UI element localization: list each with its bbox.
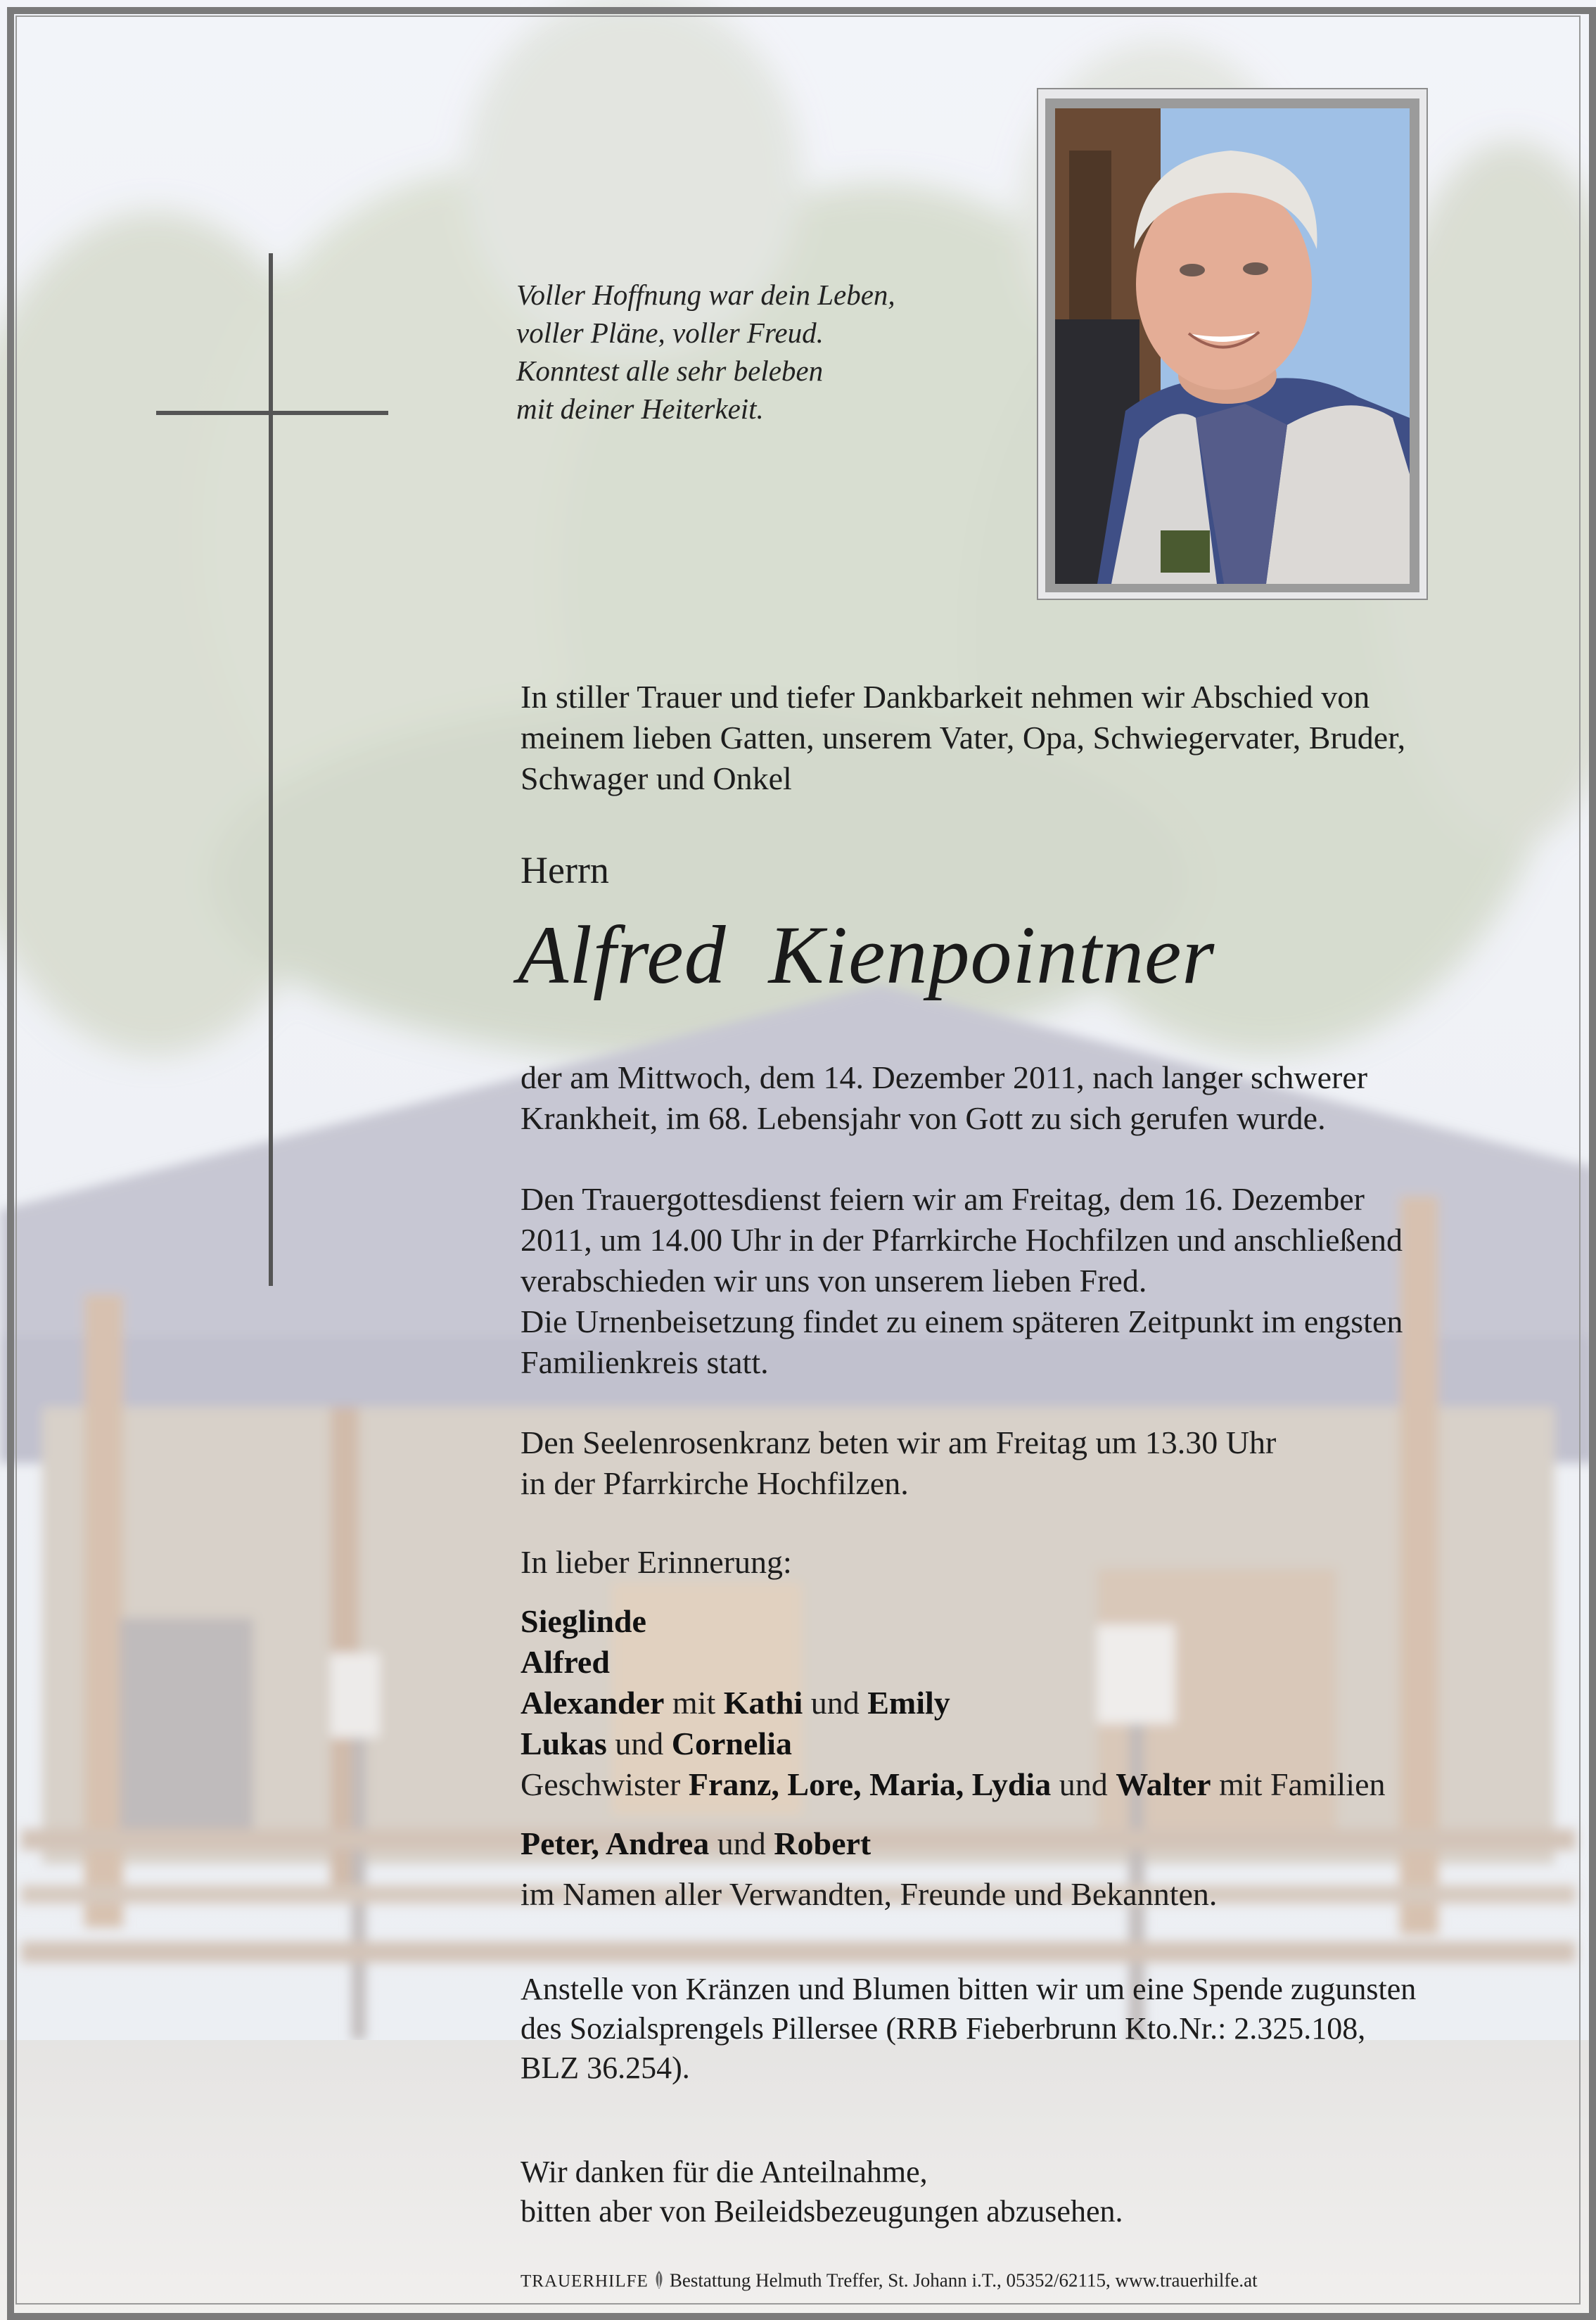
family-line (521, 1601, 1547, 1642)
cross-icon (269, 253, 273, 1286)
service-line: 2011, um 14.00 Uhr in der Pfarrkirche Hochfilzen und anschließend (521, 1222, 1403, 1258)
footer (521, 2269, 1258, 2295)
family-line (521, 1723, 1547, 1764)
family-name: Alexander (521, 1685, 665, 1721)
death-notice-line: der am Mittwoch, dem 14. Dezember 2011, nach langer schwerer (521, 1059, 1368, 1095)
rosary-line: in der Pfarrkirche Hochfilzen. (521, 1465, 909, 1501)
intro-text (521, 677, 1547, 799)
donation-line: BLZ 36.254). (521, 2051, 690, 2085)
family-name: Franz, Lore, Maria, Lydia (688, 1766, 1052, 1802)
poem-line: Konntest alle sehr beleben (516, 355, 824, 387)
rosary-info (521, 1422, 1547, 1504)
poem-line: Voller Hoffnung war dein Leben, (516, 279, 895, 311)
deceased-first-name: Alfred (518, 909, 727, 1001)
family-line (521, 1683, 1547, 1723)
family-list (521, 1601, 1547, 1805)
service-line: Den Trauergottesdienst feiern wir am Freitag, dem 16. Dezember (521, 1181, 1365, 1217)
donation-line: Anstelle von Kränzen und Blumen bitten wir um eine Spende zugunsten (521, 1972, 1417, 2006)
connector-text: mit (664, 1685, 724, 1721)
thanks-line: Wir danken für die Anteilnahme, (521, 2155, 928, 2189)
service-info (521, 1179, 1547, 1383)
connector-text: und (1051, 1766, 1116, 1802)
rosary-line: Den Seelenrosenkranz beten wir am Freitag um 13.30 Uhr (521, 1424, 1277, 1460)
family-list-2 (521, 1823, 1547, 1915)
memorial-poem (516, 276, 1009, 428)
connector-text: und (709, 1825, 774, 1861)
donation-line: des Sozialsprengels Pillersee (RRB Fieberbrunn Kto.Nr.: 2.325.108, (521, 2011, 1366, 2046)
thanks-note (521, 2153, 1547, 2231)
connector-text: mit Familien (1211, 1766, 1386, 1802)
family-name: Sieglinde (521, 1603, 646, 1639)
connector-text: Geschwister (521, 1766, 689, 1802)
memory-heading-text: In lieber Erinnerung: (521, 1544, 792, 1580)
salutation: Herrn (521, 849, 609, 891)
connector-text: und (606, 1726, 672, 1761)
service-line: Familienkreis statt. (521, 1344, 769, 1380)
family-name: Kathi (723, 1685, 803, 1721)
intro-line: meinem lieben Gatten, unserem Vater, Opa, Schwiegervater, Bruder, (521, 720, 1406, 756)
death-notice-line: Krankheit, im 68. Lebensjahr von Gott zu sich gerufen wurde. (521, 1100, 1326, 1136)
cross-icon-bar (156, 411, 388, 415)
service-line: verabschieden wir uns von unserem lieben Fred. (521, 1263, 1147, 1299)
poem-line: voller Pläne, voller Freud. (516, 317, 824, 349)
family-name: Cornelia (671, 1726, 792, 1761)
death-notice (521, 1057, 1547, 1139)
service-line: Die Urnenbeisetzung findet zu einem späteren Zeitpunkt im engsten (521, 1304, 1403, 1339)
footer-brand: TRAUERHILFE (521, 2271, 649, 2291)
thanks-line: bitten aber von Beileidsbezeugungen abzusehen. (521, 2194, 1123, 2229)
connector-text: und (803, 1685, 868, 1721)
deceased-last-name: Kienpointner (768, 909, 1215, 1001)
poem-line: mit deiner Heiterkeit. (516, 393, 764, 425)
family-name: Lukas (521, 1726, 607, 1761)
family-line: im Namen aller Verwandten, Freunde und Bekannten. (521, 1876, 1218, 1912)
family-name: Alfred (521, 1644, 610, 1680)
memory-heading (521, 1542, 1547, 1583)
deceased-name (518, 907, 1215, 1003)
family-name: Robert (774, 1825, 872, 1861)
donation-note (521, 1970, 1547, 2088)
family-name: Walter (1116, 1766, 1211, 1802)
family-line (521, 1764, 1547, 1805)
portrait-photo (1055, 108, 1410, 584)
intro-line: Schwager und Onkel (521, 760, 792, 796)
footer-text: Bestattung Helmuth Treffer, St. Johann i.T., 05352/62115, www.trauerhilfe.at (669, 2269, 1258, 2291)
family-name: Emily (867, 1685, 950, 1721)
family-line (521, 1823, 1547, 1864)
leaf-logo-icon (651, 2269, 667, 2295)
family-line (521, 1642, 1547, 1683)
family-name: Peter, Andrea (521, 1825, 710, 1861)
intro-line: In stiller Trauer und tiefer Dankbarkeit nehmen wir Abschied von (521, 679, 1370, 715)
